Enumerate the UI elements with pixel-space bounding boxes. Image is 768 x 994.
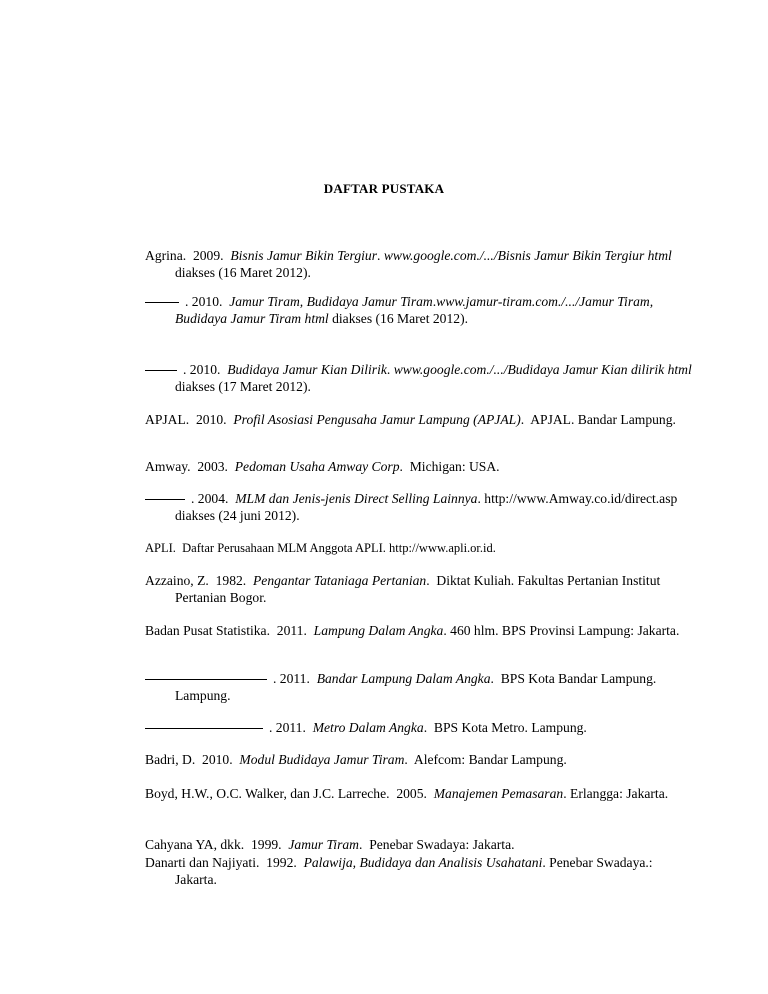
ref-rest: Alefcom: Bandar Lampung. — [413, 752, 567, 767]
reference-entry: Badan Pusat Statistika. 2011. Lampung Dalam Angka. 460 hlm. BPS Provinsi Lampung: Jakarta. — [145, 623, 680, 638]
ref-rest: APJAL. Bandar Lampung. — [530, 412, 676, 427]
ref-author: Boyd, H.W., O.C. Walker, dan J.C. Larreche. — [145, 786, 390, 801]
ref-title: Pengantar Tataniaga Pertanian — [252, 573, 427, 588]
ref-rest: diakses (16 Maret 2012). — [328, 311, 468, 327]
ref-rest: BPS Kota Bandar Lampung. Lampung. — [175, 671, 657, 704]
ref-author: Badan Pusat Statistika. — [145, 623, 270, 638]
ref-year: 2011. — [276, 623, 307, 638]
reference-entry: . 2004. MLM dan Jenis-jenis Direct Selling Lainnya. http://www.Amway.co.id/direct.asp diakses (24 juni 2012). — [145, 490, 695, 525]
ref-year: 1982. — [215, 573, 247, 588]
repeat-author-line — [145, 302, 179, 303]
reference-entry: . 2011. Metro Dalam Angka. BPS Kota Metro. Lampung. — [145, 719, 695, 736]
ref-title: Budidaya Jamur Kian Dilirik — [227, 362, 387, 377]
ref-title: Bisnis Jamur Bikin Tergiur — [230, 248, 377, 263]
ref-title: MLM dan Jenis-jenis Direct Selling Lainnya — [235, 491, 478, 506]
ref-title: Jamur Tiram — [288, 837, 359, 852]
reference-entry: Badri, D. 2010. Modul Budidaya Jamur Tiram. Alefcom: Bandar Lampung. — [145, 752, 567, 767]
ref-rest: diakses (16 Maret 2012). — [175, 265, 311, 281]
ref-year: 2003. — [197, 459, 228, 474]
ref-year: . 2004. — [191, 491, 229, 506]
repeat-author-line — [145, 728, 263, 729]
ref-year: 2005. — [396, 786, 427, 801]
ref-year: 2010. — [202, 752, 233, 767]
ref-rest: Diktat Kuliah. Fakultas Pertanian Institut Pertanian Bogor. — [175, 573, 661, 606]
ref-url: www.jamur-tiram.com./.../Jamur Tiram, Budidaya Jamur Tiram html — [175, 294, 654, 327]
page-title: DAFTAR PUSTAKA — [323, 181, 445, 196]
ref-rest: BPS Kota Metro. Lampung. — [433, 720, 587, 735]
ref-author: Agrina. — [145, 248, 187, 263]
ref-title: Modul Budidaya Jamur Tiram — [239, 752, 405, 767]
reference-entry: . 2010. Budidaya Jamur Kian Dilirik. www.google.com./.../Budidaya Jamur Kian dilirik html diakses (17 Maret 2012). — [145, 361, 695, 396]
ref-url: www.google.com./.../Bisnis Jamur Bikin Tergiur html — [383, 248, 672, 263]
ref-year: . 2011. — [269, 720, 306, 735]
ref-title: Bandar Lampung Dalam Angka — [316, 671, 491, 686]
ref-author: Amway. — [145, 459, 191, 474]
reference-entry: . 2011. Bandar Lampung Dalam Angka. BPS Kota Bandar Lampung. Lampung. — [145, 670, 695, 705]
ref-year: . 2011. — [273, 671, 310, 686]
ref-year: 2010. — [195, 412, 227, 427]
repeat-author-line — [145, 679, 267, 680]
reference-entry: Danarti dan Najiyati. 1992. Palawija, Budidaya dan Analisis Usahatani. Penebar Swadaya.: Jakarta. — [145, 855, 653, 888]
reference-entry: APJAL. 2010. Profil Asosiasi Pengusaha Jamur Lampung (APJAL). APJAL. Bandar Lampung. — [145, 412, 676, 427]
ref-author: Cahyana YA, dkk. — [145, 837, 245, 852]
ref-rest: Penebar Swadaya: Jakarta. — [369, 837, 515, 852]
reference-entry — [145, 540, 695, 557]
ref-rest: http://www.Amway.co.id/direct.asp diakses (24 juni 2012). — [175, 491, 678, 524]
ref-year: . 2010. — [183, 362, 221, 377]
ref-rest: Michigan: USA. — [409, 459, 500, 474]
repeat-author-line — [145, 370, 177, 371]
reference-entry: Azzaino, Z. 1982. Pengantar Tataniaga Pertanian. Diktat Kuliah. Fakultas Pertanian Institut Pertanian Bogor. — [145, 573, 661, 606]
ref-title: Jamur Tiram, Budidaya Jamur Tiram — [229, 294, 433, 309]
ref-rest: diakses (17 Maret 2012). — [175, 379, 311, 395]
ref-year: 1992. — [266, 855, 297, 870]
ref-author: APLI. — [145, 541, 176, 555]
ref-author: Azzaino, Z. — [145, 573, 209, 588]
reference-entry: Boyd, H.W., O.C. Walker, dan J.C. Larreche. 2005. Manajemen Pemasaran. Erlangga: Jakarta. — [145, 786, 669, 801]
ref-title: Lampung Dalam Angka — [313, 623, 444, 638]
ref-rest: Penebar Swadaya.: Jakarta. — [175, 855, 653, 888]
ref-rest: 460 hlm. BPS Provinsi Lampung: Jakarta. — [450, 623, 680, 638]
repeat-author-line — [145, 499, 185, 500]
ref-author: Danarti dan Najiyati. — [145, 855, 260, 870]
ref-rest: Erlangga: Jakarta. — [570, 786, 669, 801]
ref-title: Palawija, Budidaya dan Analisis Usahatani — [303, 855, 543, 870]
ref-title: Profil Asosiasi Pengusaha Jamur Lampung (APJAL) — [233, 412, 521, 427]
ref-title: Metro Dalam Angka — [312, 720, 424, 735]
reference-entry: Cahyana YA, dkk. 1999. Jamur Tiram. Penebar Swadaya: Jakarta. — [145, 837, 515, 852]
ref-author: APJAL. — [145, 412, 190, 427]
reference-entry: Amway. 2003. Pedoman Usaha Amway Corp. Michigan: USA. — [145, 459, 500, 474]
ref-year: 1999. — [250, 837, 282, 852]
ref-title: Manajemen Pemasaran — [433, 786, 564, 801]
reference-entry: Agrina. 2009. Bisnis Jamur Bikin Tergiur. www.google.com./.../Bisnis Jamur Bikin Tergiur html diakses (16 Maret 2012). — [145, 248, 672, 281]
ref-year: . 2010. — [185, 294, 223, 309]
ref-rest: Daftar Perusahaan MLM Anggota APLI. http://www.apli.or.id. — [182, 541, 496, 555]
ref-title: Pedoman Usaha Amway Corp — [234, 459, 400, 474]
ref-year: 2009. — [192, 248, 224, 263]
ref-author: Badri, D. — [145, 752, 196, 767]
reference-entry: . 2010. Jamur Tiram, Budidaya Jamur Tiram.www.jamur-tiram.com./.../Jamur Tiram, Budidaya Jamur Tiram html diakses (16 Maret 2012). — [145, 293, 695, 328]
ref-url: www.google.com./.../Budidaya Jamur Kian dilirik html — [393, 362, 692, 377]
